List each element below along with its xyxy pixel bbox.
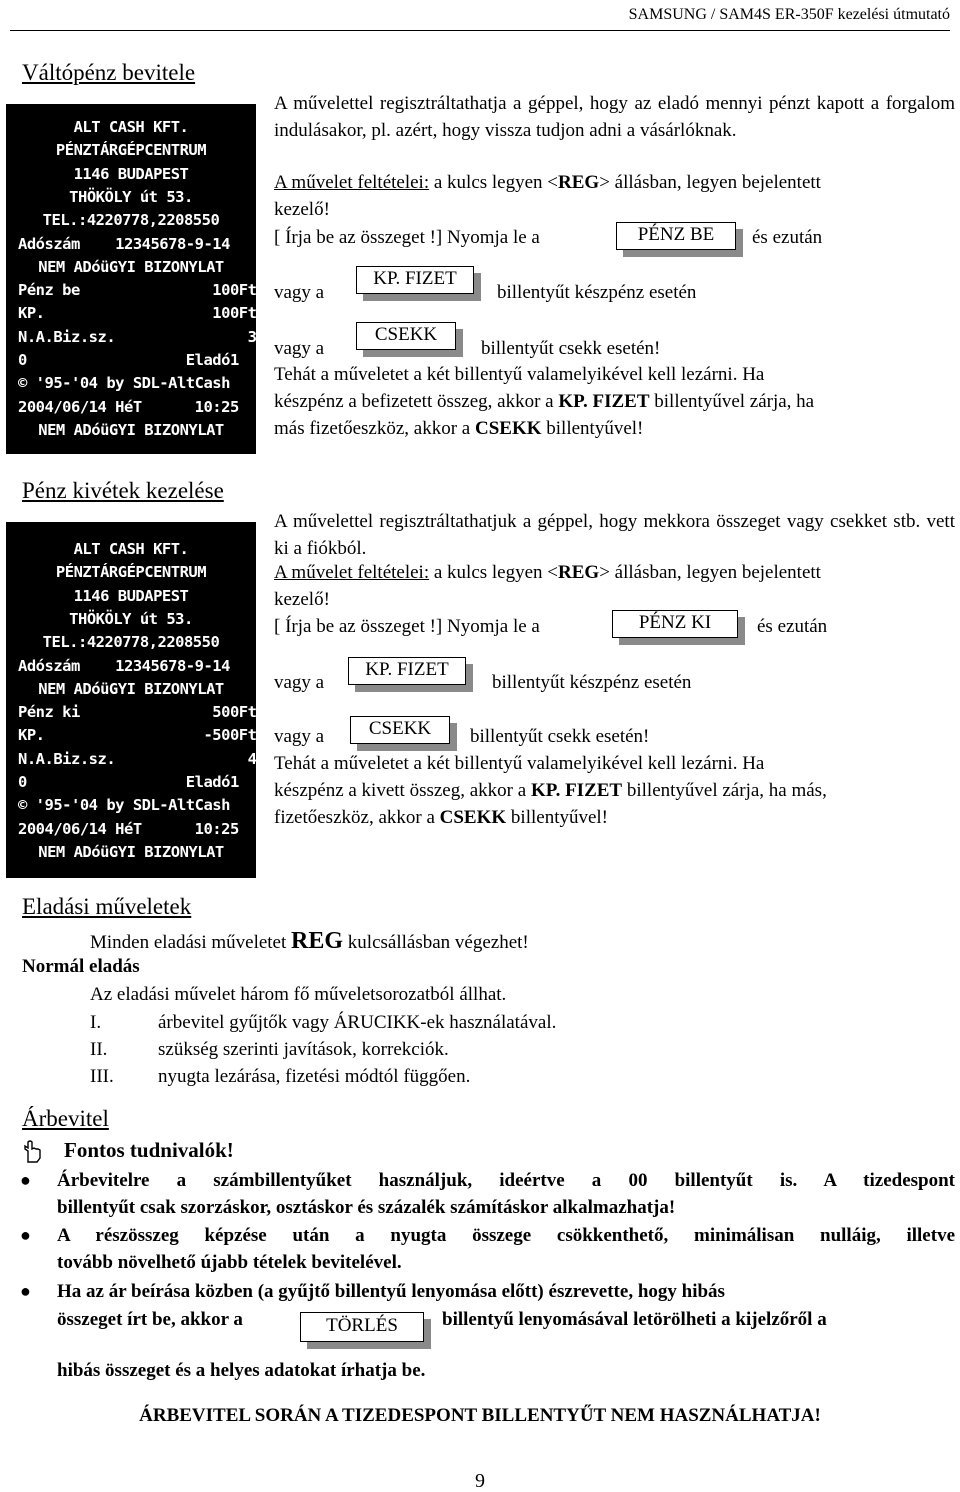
sales-note [90,928,529,955]
section2-conditions [274,562,821,584]
receipt-line: TEL.:4220778,2208550 [42,211,220,230]
conditions-text-b: > állásban, legyen bejelentett [599,172,821,193]
bullet-icon: ● [20,1170,31,1190]
receipt-line: THÖKÖLY út 53. [69,609,193,628]
receipt-line: ALT CASH KFT. [73,118,189,136]
receipt-image-cash-in [6,104,256,454]
summary-text: billentyűvel zárja, ha [649,391,815,412]
sales-note-text: Minden eladási műveletet [90,932,292,953]
summary-text: más fizetőeszköz, akkor a [274,418,475,439]
bullet1-line2: billentyűt csak szorzáskor, osztáskor és százalék számításkor alkalmazhatja! [57,1197,676,1218]
summary-text: készpénz a kivett összeg, akkor a [274,780,531,801]
bullet3-line3: hibás összeget és a helyes adatokat írhatja be. [57,1360,426,1381]
receipt-line: 1146 BUDAPEST [73,164,189,183]
sales-note-text: kulcsállásban végezhet! [343,932,529,953]
receipt-line: Adószám 12345678-9-14 [18,234,230,253]
page-header: SAMSUNG / SAM4S ER-350F kezelési útmutató [628,6,950,23]
receipt-image-cash-out [6,522,256,878]
key-penz-ki: PÉNZ KI [612,610,738,638]
section1-after-key: és ezután [752,227,823,248]
receipt-line: 1146 BUDAPEST [73,586,189,605]
key-kp-fizet: KP. FIZET [348,657,466,685]
receipt-line: KP. -500Ft [18,726,257,745]
step-number: I. [90,1012,102,1033]
conditions-text-b: > állásban, legyen bejelentett [599,562,821,583]
key-csekk: CSEKK [350,716,450,744]
section1-summary-3 [274,418,643,440]
receipt-line: N.A.Biz.sz. 4 [18,749,257,768]
reg-mode: REG [558,172,600,193]
summary-text: készpénz a befizetett összeg, akkor a [274,391,559,412]
bullet1-line1: Árbevitelre a számbillentyűket használjuk, ideértve a 00 billentyűt is. A tizedespont [57,1170,955,1191]
page-number: 9 [475,1470,485,1492]
section2-cheque-text: billentyűt csekk esetén! [470,726,650,747]
sub-heading-normal-sale: Normál eladás [22,956,140,977]
summary-key: KP. FIZET [558,391,650,412]
bullet3-line2a: összeget írt be, akkor a [57,1309,243,1330]
receipt-line: NEM ADóüGYI BIZONYLAT [38,420,224,439]
conditions-label: A művelet feltételei: [274,172,430,193]
section1-summary-1: Tehát a műveletet a két billentyű valamelyikével kell lezárni. Ha [274,364,765,385]
section1-or-cheque: vagy a [274,338,325,359]
summary-text: fizetőeszköz, akkor a [274,807,440,828]
section-heading-price-entry: Árbevitel [22,1106,109,1131]
key-kp-fizet: KP. FIZET [356,266,474,294]
step-text: nyugta lezárása, fizetési módtól függően. [158,1066,471,1087]
key-torles: TÖRLÉS [300,1312,424,1342]
key-csekk: CSEKK [356,322,456,350]
section1-conditions-line2: kezelő! [274,199,330,220]
conditions-text-a: a kulcs legyen < [429,562,559,583]
section2-summary-2 [274,780,827,802]
sales-intro: Az eladási művelet három fő műveletsorozatból állhat. [90,984,507,1005]
section-heading-cash-out: Pénz kivétek kezelése [22,478,224,503]
reg-mode: REG [291,928,344,954]
bullet2-line2: tovább növelhető újabb tételek bevitelével. [57,1252,402,1273]
section2-intro: A művelettel regisztráltathatjuk a géppel, hogy mekkora összeget vagy csekket stb. vett ki a fiókból. [274,511,955,559]
section2-enter-amount: [ Írja be az összeget !] Nyomja le a [274,616,540,637]
bullet2-line1: A részösszeg képzése után a nyugta összege csökkenthető, minimálisan nulláig, illetve [57,1225,955,1246]
receipt-line: Pénz be 100Ft [18,281,257,300]
section2-after-key: és ezután [757,616,828,637]
section1-cash-text: billentyűt készpénz esetén [497,282,697,303]
summary-text: billentyűvel zárja, ha más, [622,780,827,801]
key-penz-be: PÉNZ BE [616,222,736,250]
summary-text: billentyűvel! [506,807,609,828]
receipt-line: KP. 100Ft [18,304,257,323]
section1-or-cash: vagy a [274,282,325,303]
receipt-line: 0 Eladó1 [18,351,239,369]
section2-summary-1: Tehát a műveletet a két billentyű valamelyikével kell lezárni. Ha [274,753,765,774]
summary-key: CSEKK [475,418,542,439]
receipt-line: © '95-'04 by SDL-AltCash [18,374,230,393]
receipt-line: NEM ADóüGYI BIZONYLAT [38,679,224,698]
section2-or-cheque: vagy a [274,726,325,747]
receipt-line: Pénz ki 500Ft [18,703,257,722]
conditions-label: A művelet feltételei: [274,562,430,583]
section1-cheque-text: billentyűt csekk esetén! [481,338,661,359]
step-number: III. [90,1066,114,1087]
receipt-line: Adószám 12345678-9-14 [18,656,230,675]
receipt-line: ALT CASH KFT. [73,540,189,558]
receipt-line: PÉNZTÁRGÉPCENTRUM [55,563,207,582]
receipt-line: PÉNZTÁRGÉPCENTRUM [55,141,207,160]
bullet-icon: ● [20,1225,31,1245]
receipt-line: THÖKÖLY út 53. [69,187,193,206]
section-heading-sales: Eladási műveletek [22,894,192,919]
receipt-line: 2004/06/14 HéT 10:25 [18,819,239,838]
step-number: II. [90,1039,108,1060]
summary-text: billentyűvel! [541,418,644,439]
receipt-line: TEL.:4220778,2208550 [42,633,220,652]
section2-conditions-line2: kezelő! [274,589,330,610]
bullet3-line2b: billentyű lenyomásával letörölheti a kijelzőről a [442,1309,827,1330]
section1-intro: A művelettel regisztráltathatja a géppel, hogy az eladó mennyi pénzt kapott a forgalom indulásakor, pl. azért, hogy vissza tudjon adni a vásárlóknak. [274,93,955,141]
important-note-title: Fontos tudnivalók! [64,1138,234,1162]
decimal-point-warning: ÁRBEVITEL SORÁN A TIZEDESPONT BILLENTYŰT NEM HASZNÁLHATJA! [139,1405,821,1426]
receipt-line: 0 Eladó1 [18,773,239,791]
section1-enter-amount: [ Írja be az összeget !] Nyomja le a [274,227,540,248]
bullet3-line1: Ha az ár beírása közben (a gyűjtő billentyű lenyomása előtt) észrevette, hogy hibás [57,1281,725,1302]
header-divider [10,30,950,31]
receipt-line: © '95-'04 by SDL-AltCash [18,796,230,815]
receipt-line: NEM ADóüGYI BIZONYLAT [38,842,224,861]
section2-summary-3 [274,807,608,829]
conditions-text-a: a kulcs legyen < [429,172,559,193]
step-text: árbevitel gyűjtők vagy ÁRUCIKK-ek használatával. [158,1012,557,1033]
step-text: szükség szerinti javítások, korrekciók. [158,1039,449,1060]
bullet-icon: ● [20,1281,31,1301]
section-heading-change-money: Váltópénz bevitele [22,60,196,85]
receipt-line: N.A.Biz.sz. 3 [18,327,257,346]
receipt-line: NEM ADóüGYI BIZONYLAT [38,257,224,276]
pointing-hand-icon [22,1140,46,1164]
section2-or-cash: vagy a [274,672,325,693]
reg-mode: REG [558,562,600,583]
section1-summary-2 [274,391,814,413]
receipt-line: 2004/06/14 HéT 10:25 [18,397,239,416]
summary-key: KP. FIZET [530,780,623,801]
section2-cash-text: billentyűt készpénz esetén [492,672,692,693]
section1-conditions [274,172,821,194]
summary-key: CSEKK [439,807,507,828]
